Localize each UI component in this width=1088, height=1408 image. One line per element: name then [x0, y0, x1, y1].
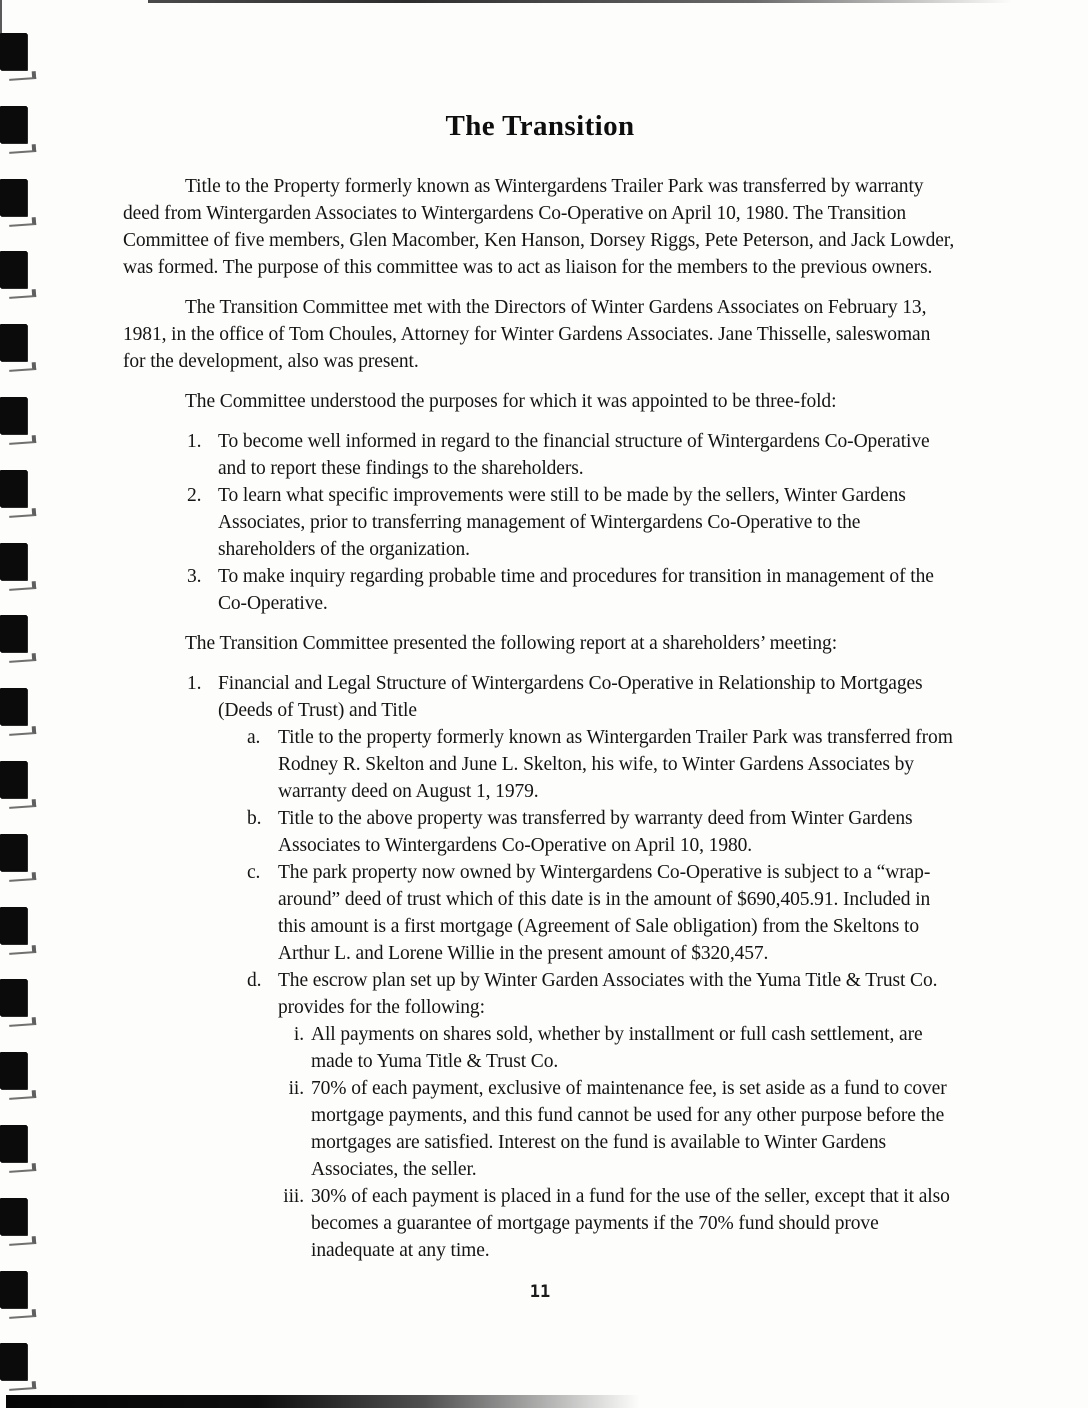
- list-item: [123, 670, 957, 724]
- intro-paragraph-1: Title to the Property formerly known as Wintergardens Trailer Park was transferred by warranty deed from Wintergarden Associates to Wintergardens Co-Operative on April 10, 1980. The Transition Committee of five members, Glen Macomber, Ken Hanson, Dorsey Riggs, Pete Peterson, and Jack Lowder, was formed. The purpose of this committee was to act as liaison for the members to the previous owners.: [123, 176, 955, 278]
- list-text: All payments on shares sold, whether by installment or full cash settlement, are made to Yuma Title & Trust Co.: [311, 1024, 923, 1072]
- binding-hook: [9, 1236, 36, 1246]
- list-item: [123, 967, 957, 1021]
- binding-mark: [0, 688, 27, 725]
- intro-paragraph-3: The Committee understood the purposes for which it was appointed to be three-fold:: [185, 391, 837, 412]
- intro-paragraph-2: The Transition Committee met with the Directors of Winter Gardens Associates on February 13, 1981, in the office of Tom Choules, Attorney for Winter Gardens Associates. Jane Thisselle, saleswoman for the development, also was present.: [123, 297, 931, 372]
- binding-hook: [9, 508, 36, 518]
- binding-mark: [0, 106, 27, 143]
- list-text: Title to the above property was transferred by warranty deed from Winter Gardens Associates to Wintergardens Co-Operative on April 10, 1980.: [278, 808, 913, 856]
- list-item: [123, 1075, 957, 1183]
- binding-hook: [9, 1017, 36, 1027]
- binding-hook: [9, 1163, 36, 1173]
- binding-mark: [0, 907, 27, 944]
- purposes-list: [123, 428, 957, 617]
- binding-hook: [9, 144, 36, 154]
- report-list: [123, 670, 957, 1264]
- binding-hook: [9, 581, 36, 591]
- page-title: The Transition: [445, 110, 635, 142]
- binding-mark: [0, 1125, 27, 1162]
- binding-mark: [0, 1052, 27, 1089]
- binding-strip: [0, 0, 60, 1408]
- scan-artifact-bottom-bar: [6, 1395, 726, 1408]
- list-marker: d.: [247, 970, 262, 991]
- binding-mark: [0, 615, 27, 652]
- list-marker: a.: [247, 727, 261, 748]
- binding-hook: [9, 1090, 36, 1100]
- binding-mark: [0, 251, 27, 288]
- binding-hook: [9, 799, 36, 809]
- list-marker: 1.: [187, 431, 202, 452]
- list-text: To learn what specific improvements were still to be made by the sellers, Winter Gardens Associates, prior to transferring management of Wintergardens Co-Operative to the shareholders of the organization.: [218, 485, 906, 560]
- list-item: [123, 1021, 957, 1075]
- list-text: 70% of each payment, exclusive of maintenance fee, is set aside as a fund to cover mortgage payments, and this fund cannot be used for any other purpose before the mortgages are satisfied. Interest on the fund is available to Winter Gardens Associates, the seller.: [311, 1078, 947, 1180]
- binding-hook: [9, 945, 36, 955]
- binding-mark: [0, 324, 27, 361]
- list-item: [123, 482, 957, 563]
- report-intro-paragraph: The Transition Committee presented the following report at a shareholders’ meeting:: [185, 633, 838, 654]
- binding-mark: [0, 470, 27, 507]
- binding-hook: [9, 217, 36, 227]
- scan-artifact-top-line: [148, 0, 1012, 3]
- binding-mark: [0, 179, 27, 216]
- list-marker: 3.: [187, 566, 202, 587]
- binding-hook: [9, 362, 36, 372]
- list-marker: 2.: [187, 485, 202, 506]
- list-marker: b.: [247, 808, 262, 829]
- list-marker: 1.: [187, 673, 202, 694]
- binding-hook: [9, 435, 36, 445]
- list-marker: iii.: [283, 1186, 304, 1207]
- binding-mark: [0, 1198, 27, 1235]
- binding-mark: [0, 33, 27, 70]
- binding-mark: [0, 834, 27, 871]
- binding-hook: [9, 1309, 36, 1319]
- list-item: [123, 724, 957, 805]
- page-number: 11: [529, 1282, 551, 1302]
- list-item: [123, 428, 957, 482]
- list-item: [123, 563, 957, 617]
- binding-mark: [0, 397, 27, 434]
- binding-hook: [9, 1381, 36, 1391]
- binding-mark: [0, 543, 27, 580]
- list-text: The park property now owned by Wintergardens Co-Operative is subject to a “wrap-around” deed of trust which of this date is in the amount of $690,405.91. Included in this amount is a first mortgage (Agreement of Sale obligation) from the Skeltons to Arthur L. and Lorene Willie in the present amount of $320,457.: [278, 862, 931, 964]
- document-content: [123, 110, 957, 1302]
- list-marker: i.: [293, 1024, 304, 1045]
- binding-hook: [9, 71, 36, 81]
- list-text: The escrow plan set up by Winter Garden Associates with the Yuma Title & Trust Co. provides for the following:: [278, 970, 938, 1018]
- list-marker: ii.: [288, 1078, 304, 1099]
- list-item: [123, 1183, 957, 1264]
- list-text: Title to the property formerly known as Wintergarden Trailer Park was transferred from Rodney R. Skelton and June L. Skelton, his wife, to Winter Gardens Associates by warranty deed on August 1, 1979.: [278, 727, 953, 802]
- list-text: Financial and Legal Structure of Wintergardens Co-Operative in Relationship to Mortgages (Deeds of Trust) and Title: [218, 673, 923, 721]
- list-text: To become well informed in regard to the financial structure of Wintergardens Co-Operative and to report these findings to the shareholders.: [218, 431, 930, 479]
- binding-mark: [0, 1343, 27, 1380]
- binding-mark: [0, 761, 27, 798]
- binding-hook: [9, 872, 36, 882]
- binding-mark: [0, 1271, 27, 1308]
- list-item: [123, 859, 957, 967]
- list-text: 30% of each payment is placed in a fund for the use of the seller, except that it also becomes a guarantee of mortgage payments if the 70% fund should prove inadequate at any time.: [311, 1186, 950, 1261]
- list-item: [123, 805, 957, 859]
- binding-hook: [9, 726, 36, 736]
- binding-hook: [9, 289, 36, 299]
- list-marker: c.: [247, 862, 261, 883]
- binding-mark: [0, 979, 27, 1016]
- binding-hook: [9, 653, 36, 663]
- list-text: To make inquiry regarding probable time and procedures for transition in management of the Co-Operative.: [218, 566, 934, 614]
